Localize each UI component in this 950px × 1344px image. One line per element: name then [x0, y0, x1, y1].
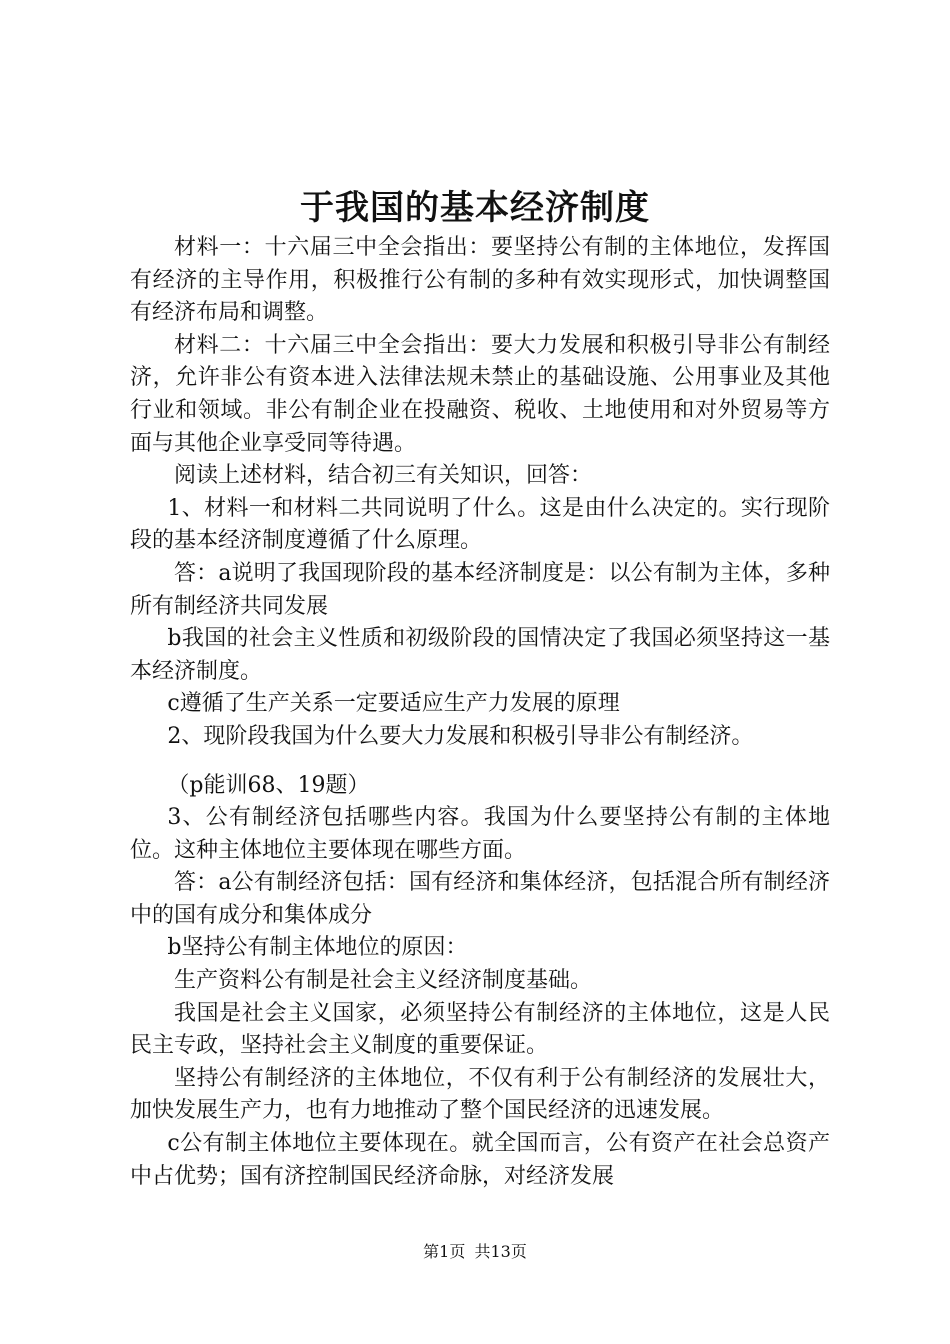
- document-title: 于我国的基本经济制度: [300, 188, 650, 228]
- paragraph-gap: [130, 754, 830, 770]
- paragraph-reason-3: 坚持公有制经济的主体地位，不仅有利于公有制经济的发展壮大，加快发展生产力，也有力地推动了整个国民经济的迅速发展。: [130, 1065, 830, 1124]
- page-total: 共13页: [474, 1242, 527, 1261]
- page-footer: [0, 1240, 950, 1264]
- paragraph-answer-3a: 答：a公有制经济包括：国有经济和集体经济，包括混合所有制经济中的国有成分和集体成分: [130, 870, 830, 928]
- paragraph-answer-1c: c遵循了生产关系一定要适应生产力发展的原理: [167, 691, 620, 717]
- document-body: [130, 232, 830, 1193]
- paragraph-answer-1b: b我国的社会主义性质和初级阶段的国情决定了我国必须坚持这一基本经济制度。: [130, 626, 830, 684]
- paragraph-question-2: 2、现阶段我国为什么要大力发展和积极引导非公有制经济。: [167, 723, 754, 749]
- paragraph-reason-1: 生产资料公有制是社会主义经济制度基础。: [174, 968, 593, 994]
- paragraph-instruction: 阅读上述材料，结合初三有关知识，回答：: [174, 463, 593, 489]
- paragraph-answer-3b: b坚持公有制主体地位的原因：: [167, 935, 468, 961]
- paragraph-material-1: 材料一：十六届三中全会指出：要坚持公有制的主体地位，发挥国有经济的主导作用，积极推行公有制的多种有效实现形式，加快调整国有经济布局和调整。: [130, 235, 830, 326]
- paragraph-reason-2: 我国是社会主义国家，必须坚持公有制经济的主体地位，这是人民民主专政，坚持社会主义制度的重要保证。: [130, 1000, 830, 1059]
- paragraph-answer-1a: 答：a说明了我国现阶段的基本经济制度是：以公有制为主体，多种所有制经济共同发展: [130, 560, 830, 619]
- paragraph-answer-3c: c公有制主体地位主要体现在。就全国而言，公有资产在社会总资产中占优势；国有济控制国民经济命脉，对经济发展: [130, 1131, 830, 1189]
- paragraph-reference: （p能训68、19题）: [167, 772, 370, 798]
- page-number: 第1页: [423, 1242, 466, 1261]
- paragraph-question-1: 1、材料一和材料二共同说明了什么。这是由什么决定的。实行现阶段的基本经济制度遵循了什么原理。: [130, 495, 830, 554]
- paragraph-question-3: 3、公有制经济包括哪些内容。我国为什么要坚持公有制的主体地位。这种主体地位主要体现在哪些方面。: [130, 805, 830, 863]
- paragraph-material-2: 材料二：十六届三中全会指出：要大力发展和积极引导非公有制经济，允许非公有资本进入法律法规未禁止的基础设施、公用事业及其他行业和领域。非公有制企业在投融资、税收、土地使用和对外贸易等方面与其他企业享受同等待遇。: [130, 332, 830, 456]
